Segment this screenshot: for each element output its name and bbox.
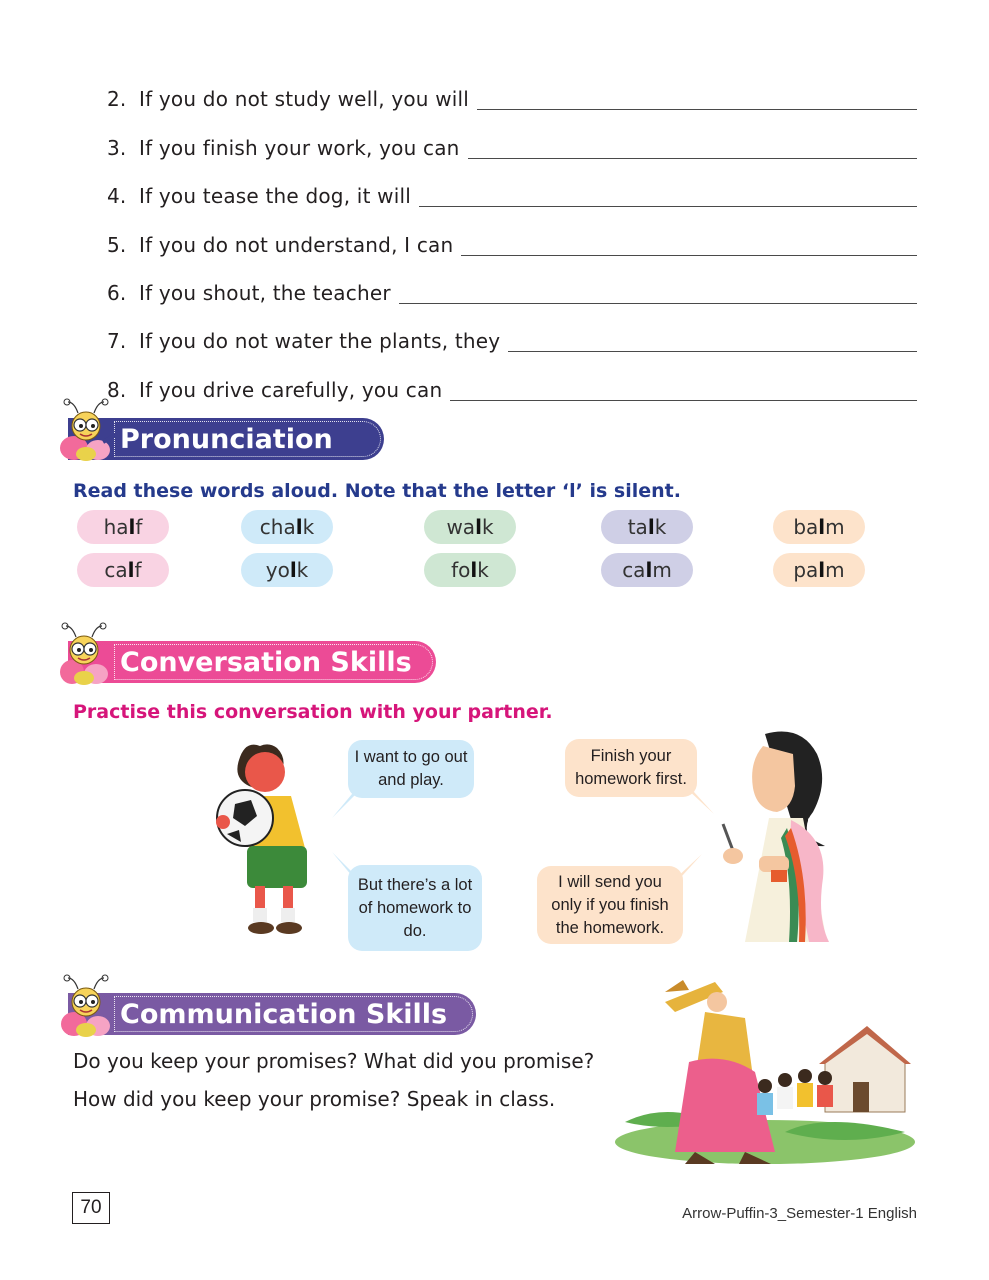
silent-letter: l	[475, 515, 482, 539]
silent-letter: l	[647, 515, 655, 539]
word-pill	[424, 553, 516, 587]
word-part: m	[652, 558, 672, 582]
section-title: Conversation Skills	[120, 646, 412, 678]
word-pill	[601, 510, 693, 544]
word-part: k	[481, 515, 494, 539]
communication-prompt	[73, 1042, 594, 1118]
question-item	[107, 211, 917, 259]
word-pill	[241, 553, 333, 587]
book-footer: Arrow-Puffin-3_Semester-1 English	[682, 1205, 917, 1222]
word-part: fo	[451, 558, 471, 582]
silent-letter: l	[295, 515, 303, 539]
speech-bubble-mother-2: I will send you only if you finish the homework.	[537, 866, 683, 944]
conversation-banner	[68, 641, 436, 683]
silent-letter: l	[128, 515, 136, 539]
speech-bubble-boy-2: But there’s a lot of homework to do.	[348, 865, 482, 951]
pied-piper-illustration	[605, 972, 915, 1177]
word-pill	[241, 510, 333, 544]
section-title: Communication Skills	[120, 998, 448, 1030]
boy-with-ball-illustration	[205, 738, 335, 943]
question-list	[107, 66, 917, 405]
word-pill	[77, 510, 169, 544]
word-part: ca	[104, 558, 128, 582]
word-part: k	[296, 558, 309, 582]
question-number: 6.	[107, 280, 127, 305]
question-text: If you do not water the plants, they	[139, 329, 501, 354]
word-pill	[773, 510, 865, 544]
word-part: m	[825, 558, 845, 582]
word-pill	[77, 553, 169, 587]
word-part: f	[134, 558, 142, 582]
word-part: k	[477, 558, 489, 582]
word-part: cha	[259, 515, 296, 539]
word-part: ba	[793, 515, 819, 539]
word-part: wa	[446, 515, 476, 539]
section-title: Pronunciation	[120, 423, 333, 455]
speech-bubble-mother-1: Finish your homework first.	[565, 739, 697, 797]
word-part: f	[135, 515, 143, 539]
conversation-instruction: Practise this conversation with your partner.	[73, 701, 553, 723]
question-text: If you finish your work, you can	[139, 135, 460, 160]
question-item	[107, 66, 917, 114]
question-text: If you do not study well, you will	[139, 87, 470, 112]
communication-banner	[68, 993, 476, 1035]
question-item	[107, 308, 917, 356]
word-pill	[773, 553, 865, 587]
silent-letter: l	[818, 558, 826, 582]
question-number: 4.	[107, 184, 127, 209]
question-text: If you shout, the teacher	[139, 280, 391, 305]
bee-mascot-icon	[54, 618, 118, 690]
answer-blank[interactable]	[399, 279, 917, 304]
speech-bubble-boy-1: I want to go out and play.	[348, 740, 474, 798]
bubble-tail	[330, 850, 360, 880]
pronunciation-instruction: Read these words aloud. Note that the letter ‘l’ is silent.	[73, 480, 681, 502]
page-number: 70	[72, 1192, 110, 1224]
question-text: If you do not understand, I can	[139, 232, 454, 257]
word-pill	[424, 510, 516, 544]
silent-letter: l	[818, 515, 826, 539]
bubble-tail	[674, 852, 704, 882]
word-part: ta	[627, 515, 648, 539]
question-text: If you tease the dog, it will	[139, 184, 411, 209]
answer-blank[interactable]	[461, 231, 917, 256]
silent-letter: l	[127, 558, 135, 582]
question-item	[107, 163, 917, 211]
word-pill	[601, 553, 693, 587]
question-text: If you drive carefully, you can	[139, 377, 443, 402]
bee-mascot-icon	[54, 970, 120, 1042]
question-item	[107, 114, 917, 162]
word-part: m	[825, 515, 845, 539]
word-part: k	[302, 515, 315, 539]
word-part: pa	[793, 558, 819, 582]
question-item	[107, 260, 917, 308]
bubble-tail	[330, 790, 360, 820]
question-number: 2.	[107, 87, 127, 112]
word-part: k	[654, 515, 667, 539]
question-number: 5.	[107, 232, 127, 257]
answer-blank[interactable]	[477, 85, 917, 110]
prompt-line-2: How did you keep your promise? Speak in class.	[73, 1087, 556, 1111]
silent-letter: l	[470, 558, 478, 582]
prompt-line-1: Do you keep your promises? What did you promise?	[73, 1049, 595, 1073]
answer-blank[interactable]	[450, 376, 917, 401]
question-number: 8.	[107, 377, 127, 402]
silent-letter: l	[289, 558, 297, 582]
word-part: yo	[265, 558, 290, 582]
question-number: 7.	[107, 329, 127, 354]
answer-blank[interactable]	[508, 327, 917, 352]
question-item	[107, 356, 917, 404]
word-part: ca	[622, 558, 646, 582]
silent-letter: l	[645, 558, 653, 582]
answer-blank[interactable]	[419, 182, 917, 207]
word-part: ha	[103, 515, 129, 539]
answer-blank[interactable]	[468, 134, 917, 159]
word-grid	[77, 510, 877, 592]
mother-illustration	[705, 728, 855, 943]
question-number: 3.	[107, 135, 127, 160]
bee-mascot-icon	[52, 396, 122, 468]
